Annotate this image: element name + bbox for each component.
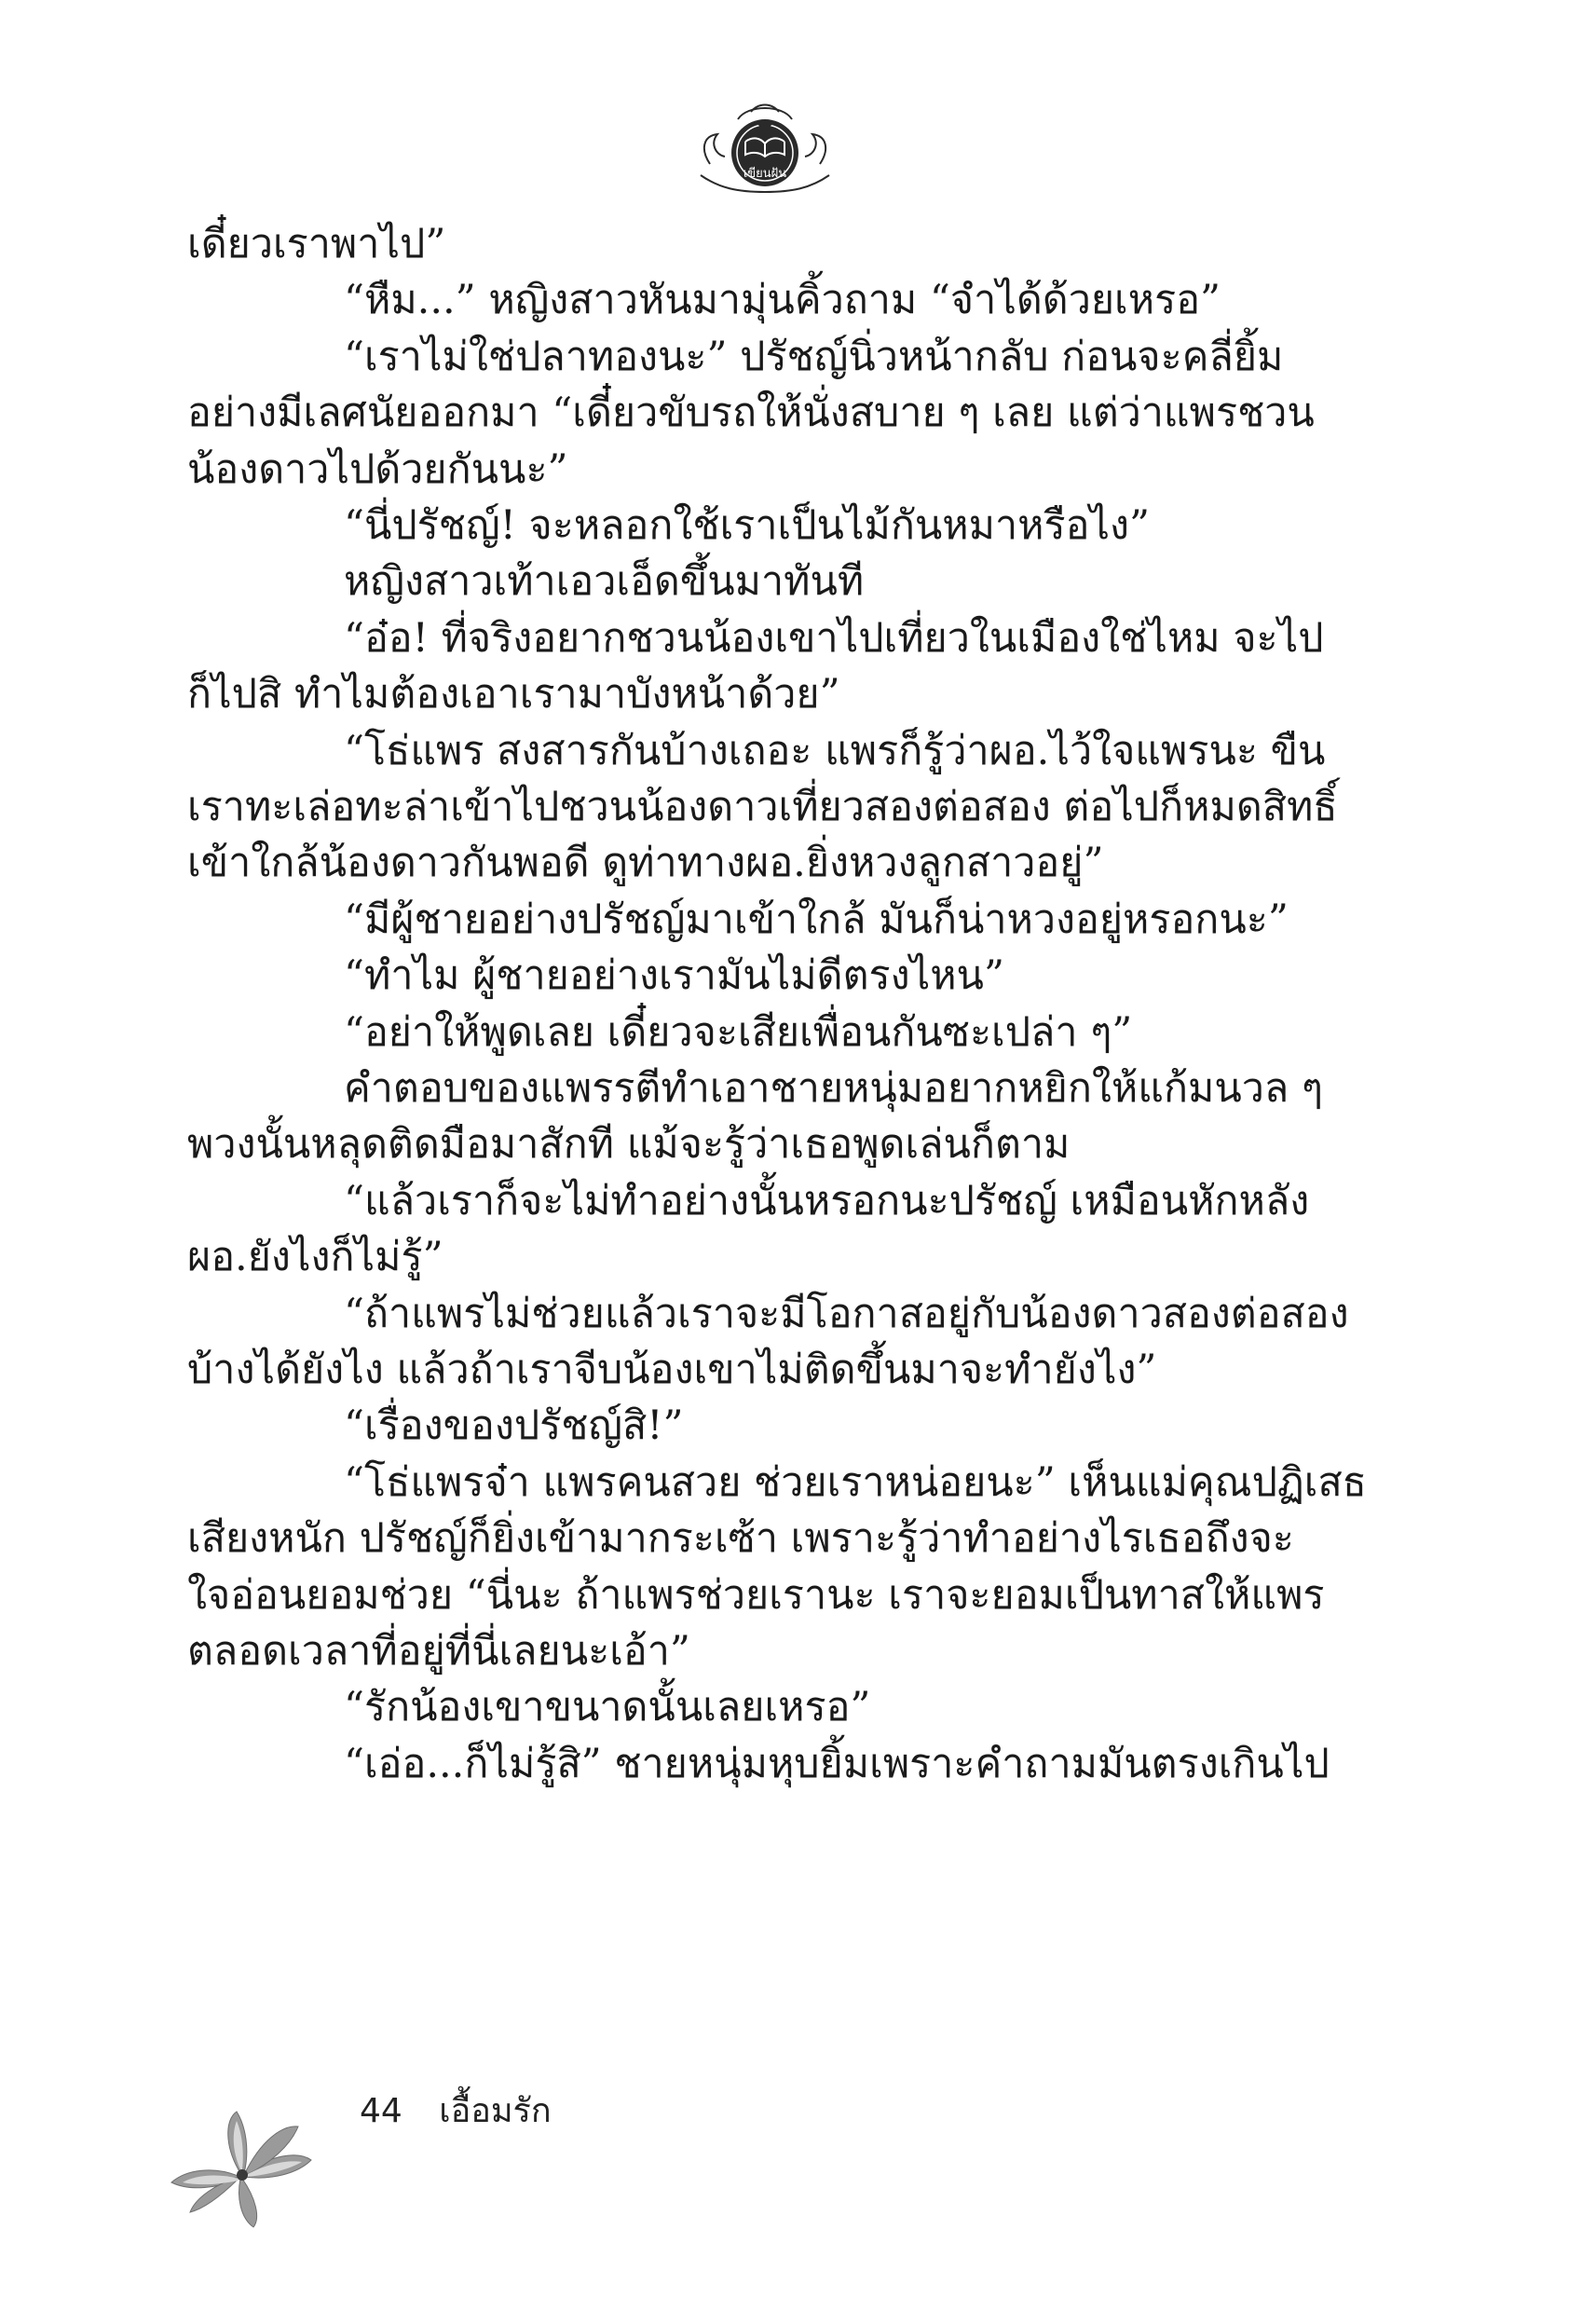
text-line: “แล้วเราก็จะไม่ทำอย่างนั้นหรอกนะปรัชญ์ เหมือนหักหลัง [344, 1178, 1310, 1224]
text-line: บ้างได้ยังไง แล้วถ้าเราจีบน้องเขาไม่ติดขึ้นมาจะทำยังไง” [187, 1347, 1157, 1393]
text-line: “เรื่องของปรัชญ์สิ!” [344, 1402, 684, 1449]
text-line: พวงนั้นหลุดติดมือมาสักที แม้จะรู้ว่าเธอพูดเล่นก็ตาม [187, 1121, 1071, 1168]
page-number: 44 [360, 2092, 402, 2130]
text-line: “รักน้องเขาขนาดนั้นเลยเหรอ” [344, 1684, 871, 1730]
text-line: “ทำไม ผู้ชายอย่างเรามันไม่ดีตรงไหน” [344, 952, 1004, 999]
logo-text: เขียนฝัน [743, 167, 787, 181]
page-footer [360, 2091, 552, 2132]
text-line: ตลอดเวลาที่อยู่ที่นี่เลยนะเอ้า” [187, 1628, 690, 1675]
text-line: ใจอ่อนยอมช่วย “นี่นะ ถ้าแพรช่วยเรานะ เราจะยอมเป็นทาสให้แพร [187, 1572, 1325, 1619]
text-line: น้องดาวไปด้วยกันนะ” [187, 446, 568, 493]
lily-flower-icon [168, 2108, 317, 2229]
text-line: หญิงสาวเท้าเอวเอ็ดขึ้นมาทันที [344, 558, 865, 605]
book-title: เอื้อมรัก [439, 2092, 552, 2130]
text-line: “หืม...” หญิงสาวหันมามุ่นคิ้วถาม “จำได้ด้วยเหรอ” [344, 277, 1221, 323]
text-line: ผอ.ยังไงก็ไม่รู้” [187, 1234, 443, 1280]
text-line: “ถ้าแพรไม่ช่วยแล้วเราจะมีโอกาสอยู่กับน้องดาวสองต่อสอง [344, 1291, 1349, 1337]
text-line: เราทะเล่อทะล่าเข้าไปชวนน้องดาวเที่ยวสองต่อสอง ต่อไปก็หมดสิทธิ์ [187, 784, 1338, 830]
text-line: ก็ไปสิ ทำไมต้องเอาเรามาบังหน้าด้วย” [187, 671, 840, 718]
text-line: “อ๋อ! ที่จริงอยากชวนน้องเขาไปเที่ยวในเมืองใช่ไหม จะไป [344, 615, 1324, 662]
text-line: “นี่ปรัชญ์! จะหลอกใช้เราเป็นไม้กันหมาหรือไง” [344, 502, 1150, 549]
text-line: “โธ่แพรจ๋า แพรคนสวย ช่วยเราหน่อยนะ” เห็นแม่คุณปฏิเสธ [344, 1459, 1367, 1506]
publisher-logo [691, 99, 839, 199]
text-line: เข้าใกล้น้องดาวกันพอดี ดูท่าทางผอ.ยิ่งหวงลูกสาวอยู่” [187, 840, 1104, 886]
text-line: “เอ่อ...ก็ไม่รู้สิ” ชายหนุ่มหุบยิ้มเพราะคำถามมันตรงเกินไป [344, 1741, 1330, 1787]
text-line: คำตอบของแพรรตีทำเอาชายหนุ่มอยากหยิกให้แก้มนวล ๆ [344, 1065, 1323, 1112]
text-line: “มีผู้ชายอย่างปรัชญ์มาเข้าใกล้ มันก็น่าหวงอยู่หรอกนะ” [344, 896, 1289, 943]
text-line: อย่างมีเลศนัยออกมา “เดี๋ยวขับรถให้นั่งสบาย ๆ เลย แต่ว่าแพรชวน [187, 390, 1315, 436]
text-line: เดี๋ยวเราพาไป” [187, 221, 446, 267]
text-line: “เราไม่ใช่ปลาทองนะ” ปรัชญ์นิ่วหน้ากลับ ก่อนจะคลี่ยิ้ม [344, 334, 1284, 380]
text-line: “โธ่แพร สงสารกันบ้างเถอะ แพรก็รู้ว่าผอ.ไว้ใจแพรนะ ขืน [344, 728, 1326, 774]
text-line: เสียงหนัก ปรัชญ์ก็ยิ่งเข้ามากระเซ้า เพราะรู้ว่าทำอย่างไรเธอถึงจะ [187, 1515, 1294, 1562]
text-line: “อย่าให้พูดเลย เดี๋ยวจะเสียเพื่อนกันซะเปล่า ๆ” [344, 1009, 1133, 1056]
